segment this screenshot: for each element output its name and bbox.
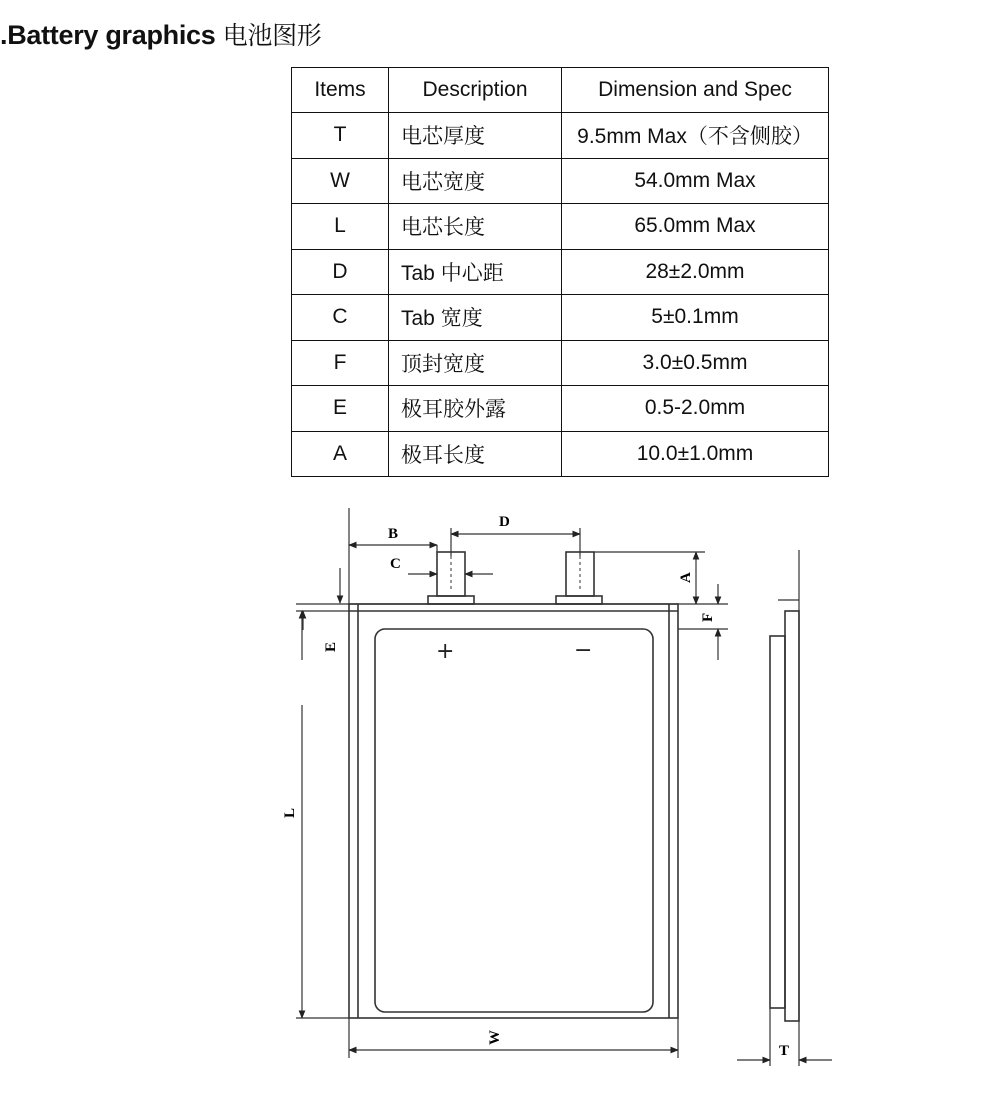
cell-spec: 0.5-2.0mm: [562, 386, 829, 432]
cell-outer-outline: [349, 604, 678, 1018]
cell-item: L: [292, 204, 389, 250]
cell-inner-body: [375, 629, 653, 1012]
cell-description: Tab 中心距: [389, 249, 562, 295]
label-f: F: [700, 612, 716, 622]
cell-item: C: [292, 295, 389, 341]
side-view-seal: [785, 611, 799, 1021]
tab-positive-glue: [428, 596, 474, 604]
positive-terminal-label: +: [436, 639, 455, 664]
header-items: Items: [292, 68, 389, 113]
label-b: B: [388, 526, 399, 542]
label-w: W: [487, 1030, 503, 1045]
label-d: D: [499, 514, 510, 530]
cell-spec: 54.0mm Max: [562, 158, 829, 204]
heading-title-cn: 电池图形: [222, 21, 322, 50]
cell-description: 顶封宽度: [389, 340, 562, 386]
cell-spec: 10.0±1.0mm: [562, 431, 829, 477]
cell-spec: 5±0.1mm: [562, 295, 829, 341]
label-e: E: [323, 641, 339, 652]
cell-spec: 28±2.0mm: [562, 249, 829, 295]
cell-description: Tab 宽度: [389, 295, 562, 341]
tab-negative-glue: [556, 596, 602, 604]
header-dimension: Dimension and Spec: [562, 68, 829, 113]
header-description: Description: [389, 68, 562, 113]
negative-terminal-label: −: [574, 638, 593, 663]
label-c: C: [390, 556, 401, 572]
cell-spec: 3.0±0.5mm: [562, 340, 829, 386]
cell-spec: 9.5mm Max（不含侧胶）: [562, 113, 829, 159]
cell-item: D: [292, 249, 389, 295]
label-l: L: [282, 807, 298, 818]
cell-spec: 65.0mm Max: [562, 204, 829, 250]
cell-description: 电芯宽度: [389, 158, 562, 204]
heading-prefix: .: [0, 20, 8, 50]
cell-item: F: [292, 340, 389, 386]
heading-title: Battery graphics: [7, 20, 216, 50]
label-a: A: [678, 572, 694, 583]
cell-item: W: [292, 158, 389, 204]
cell-description: 电芯长度: [389, 204, 562, 250]
cell-item: A: [292, 431, 389, 477]
cell-description: 极耳胶外露: [389, 386, 562, 432]
cell-description: 极耳长度: [389, 431, 562, 477]
side-view-body: [770, 636, 785, 1008]
cell-item: E: [292, 386, 389, 432]
cell-description: 电芯厚度: [389, 113, 562, 159]
cell-item: T: [292, 113, 389, 159]
label-t: T: [779, 1043, 790, 1059]
